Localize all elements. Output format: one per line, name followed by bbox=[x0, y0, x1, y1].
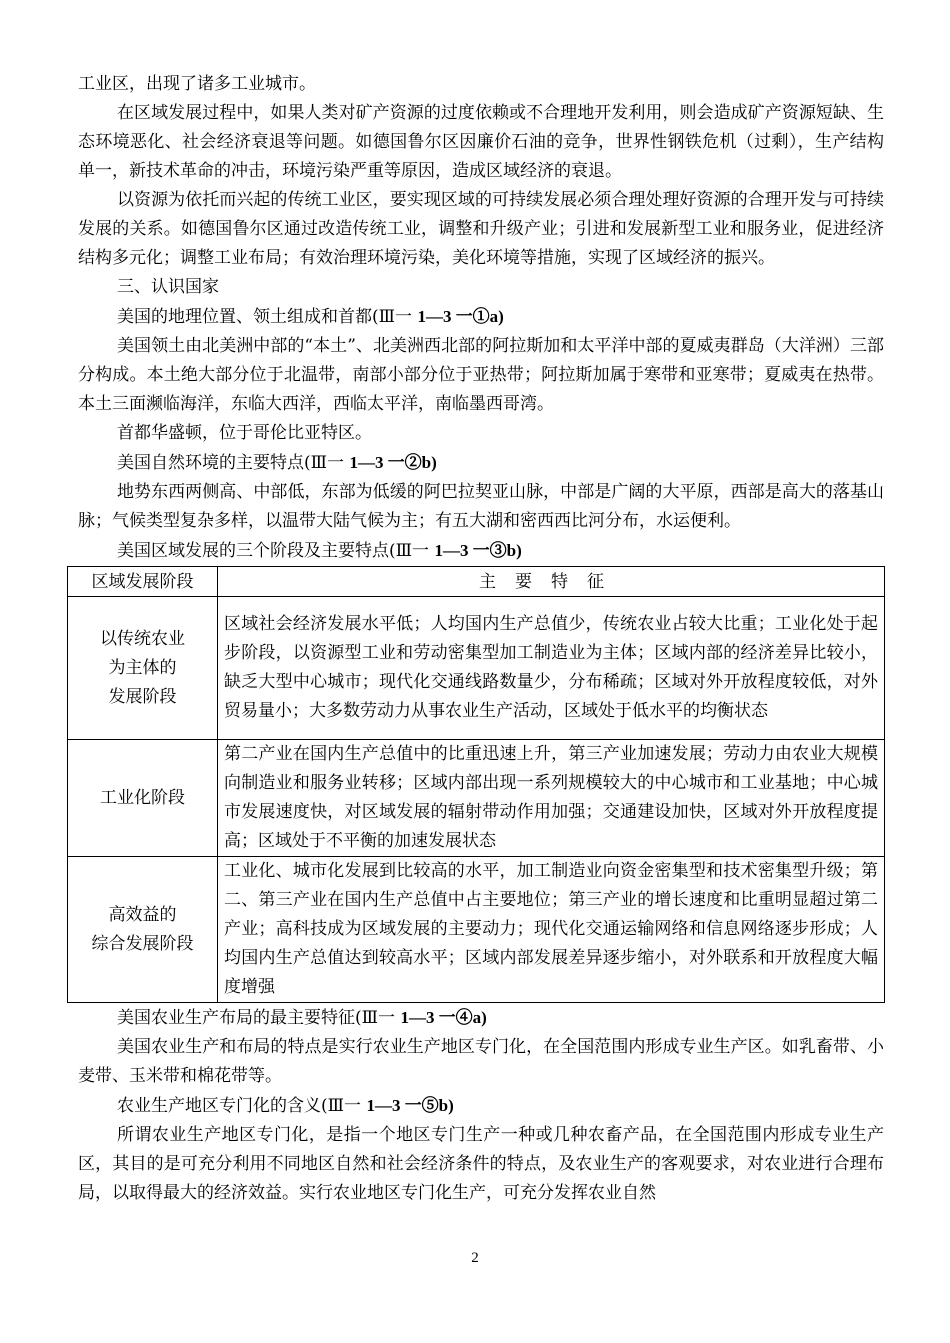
table-header-row bbox=[68, 567, 885, 597]
topic-code: 1—3 一②b) bbox=[349, 453, 437, 472]
topic-code: 1—3 一①a) bbox=[417, 307, 504, 326]
stage-cell bbox=[68, 857, 218, 1003]
paragraph-capital: 首都华盛顿，位于哥伦比亚特区。 bbox=[117, 423, 372, 443]
table-row bbox=[68, 857, 885, 1003]
paragraph-continuation: 工业区，出现了诸多工业城市。 bbox=[78, 74, 316, 94]
topic-title: 美国农业生产布局的最主要特征(Ⅲ一 bbox=[117, 1008, 401, 1028]
topic-code: 1—3 一④a) bbox=[400, 1008, 487, 1027]
topic-title: 农业生产地区专门化的含义(Ⅲ一 bbox=[117, 1096, 367, 1116]
stage-line: 为主体的 bbox=[108, 657, 177, 678]
features-cell: 第二产业在国内生产总值中的比重迅速上升，第三产业加速发展；劳动力由农业大规模向制造业和服务业转移；区域内部出现一系列规模较大的中心城市和工业基地；中心城市发展速度快，对区域发展的辐射带动作用加强；交通建设加快，区域对外开放程度提高；区域处于不平衡的加速发展状态 bbox=[218, 740, 885, 857]
topic-heading-location bbox=[78, 302, 884, 332]
stage-line: 发展阶段 bbox=[108, 686, 177, 707]
development-stages-table bbox=[67, 566, 885, 1003]
topic-title: 美国自然环境的主要特点(Ⅲ一 bbox=[117, 453, 350, 473]
paragraph-agriculture: 美国农业生产和布局的特点是实行农业生产地区专门化，在全国范围内形成专业生产区。如乳畜带、小麦带、玉米带和棉花带等。 bbox=[78, 1037, 884, 1086]
page-number: 2 bbox=[471, 1250, 479, 1266]
topic-heading-specialization bbox=[78, 1091, 884, 1121]
paragraph-ruhr-revival: 以资源为依托而兴起的传统工业区，要实现区域的可持续发展必须合理处理好资源的合理开发与可持续发展的关系。如德国鲁尔区通过改造传统工业，调整和升级产业；引进和发展新型工业和服务业，促进经济结构多元化；调整工业布局；有效治理环境污染，美化环境等措施，实现了区域经济的振兴。 bbox=[78, 190, 884, 268]
paragraph-specialization: 所谓农业生产地区专门化，是指一个地区专门生产一种或几种农畜产品，在全国范围内形成专业生产区，其目的是可充分利用不同地区自然和社会经济条件的特点，及农业生产的客观要求，对农业进行合理布局，以取得最大的经济效益。实行农业地区专门化生产，可充分发挥农业自然 bbox=[78, 1125, 884, 1203]
topic-code: 1—3 一③b) bbox=[434, 541, 522, 560]
stage-line: 综合发展阶段 bbox=[91, 933, 194, 954]
stage-line: 以传统农业 bbox=[100, 628, 185, 649]
stage-line: 高效益的 bbox=[108, 904, 177, 925]
stage-line: 工业化阶段 bbox=[100, 787, 185, 808]
topic-title: 美国的地理位置、领土组成和首都(Ⅲ一 bbox=[117, 307, 418, 327]
stage-cell bbox=[68, 740, 218, 857]
paragraph-nature: 地势东西两侧高、中部低，东部为低缓的阿巴拉契亚山脉，中部是广阔的大平原，西部是高大的落基山脉；气候类型复杂多样，以温带大陆气候为主；有五大湖和密西西比河分布，水运便利。 bbox=[78, 482, 884, 531]
topic-heading-agriculture bbox=[78, 1003, 884, 1033]
header-features: 主要特征 bbox=[218, 567, 885, 597]
paragraph-ruhr-decline: 在区域发展过程中，如果人类对矿产资源的过度依赖或不合理地开发利用，则会造成矿产资源短缺、生态环境恶化、社会经济衰退等问题。如德国鲁尔区因廉价石油的竞争，世界性钢铁危机（过剩），生产结构单一，新技术革命的冲击，环境污染严重等原因，造成区域经济的衰退。 bbox=[78, 103, 884, 181]
document-page bbox=[78, 70, 884, 1208]
header-stage: 区域发展阶段 bbox=[68, 567, 218, 597]
topic-heading-stages bbox=[78, 536, 884, 566]
topic-heading-nature bbox=[78, 448, 884, 478]
paragraph-territory: 美国领土由北美洲中部的“本土”、北美洲西北部的阿拉斯加和太平洋中部的夏威夷群岛（大洋洲）三部分构成。本土绝大部分位于北温带，南部小部分位于亚热带；阿拉斯加属于寒带和亚寒带；夏威夷在热带。本土三面濒临海洋，东临大西洋，西临太平洋，南临墨西哥湾。 bbox=[78, 336, 884, 414]
stage-cell bbox=[68, 597, 218, 740]
section-heading: 三、认识国家 bbox=[117, 277, 219, 297]
features-cell: 工业化、城市化发展到比较高的水平，加工制造业向资金密集型和技术密集型升级；第二、第三产业在国内生产总值中占主要地位；第三产业的增长速度和比重明显超过第二产业；高科技成为区域发展的主要动力；现代化交通运输网络和信息网络逐步形成；人均国内生产总值达到较高水平；区域内部发展差异逐步缩小，对外联系和开放程度大幅度增强 bbox=[218, 857, 885, 1003]
table-row bbox=[68, 740, 885, 857]
topic-code: 1—3 一⑤b) bbox=[366, 1096, 454, 1115]
features-cell: 区域社会经济发展水平低；人均国内生产总值少，传统农业占较大比重；工业化处于起步阶段，以资源型工业和劳动密集型加工制造业为主体；区域内部的经济差异比较小，缺乏大型中心城市；现代化交通线路数量少，分布稀疏；区域对外开放程度较低，对外贸易量小；大多数劳动力从事农业生产活动，区域处于低水平的均衡状态 bbox=[218, 597, 885, 740]
table-row bbox=[68, 597, 885, 740]
topic-title: 美国区域发展的三个阶段及主要特点(Ⅲ一 bbox=[117, 541, 435, 561]
